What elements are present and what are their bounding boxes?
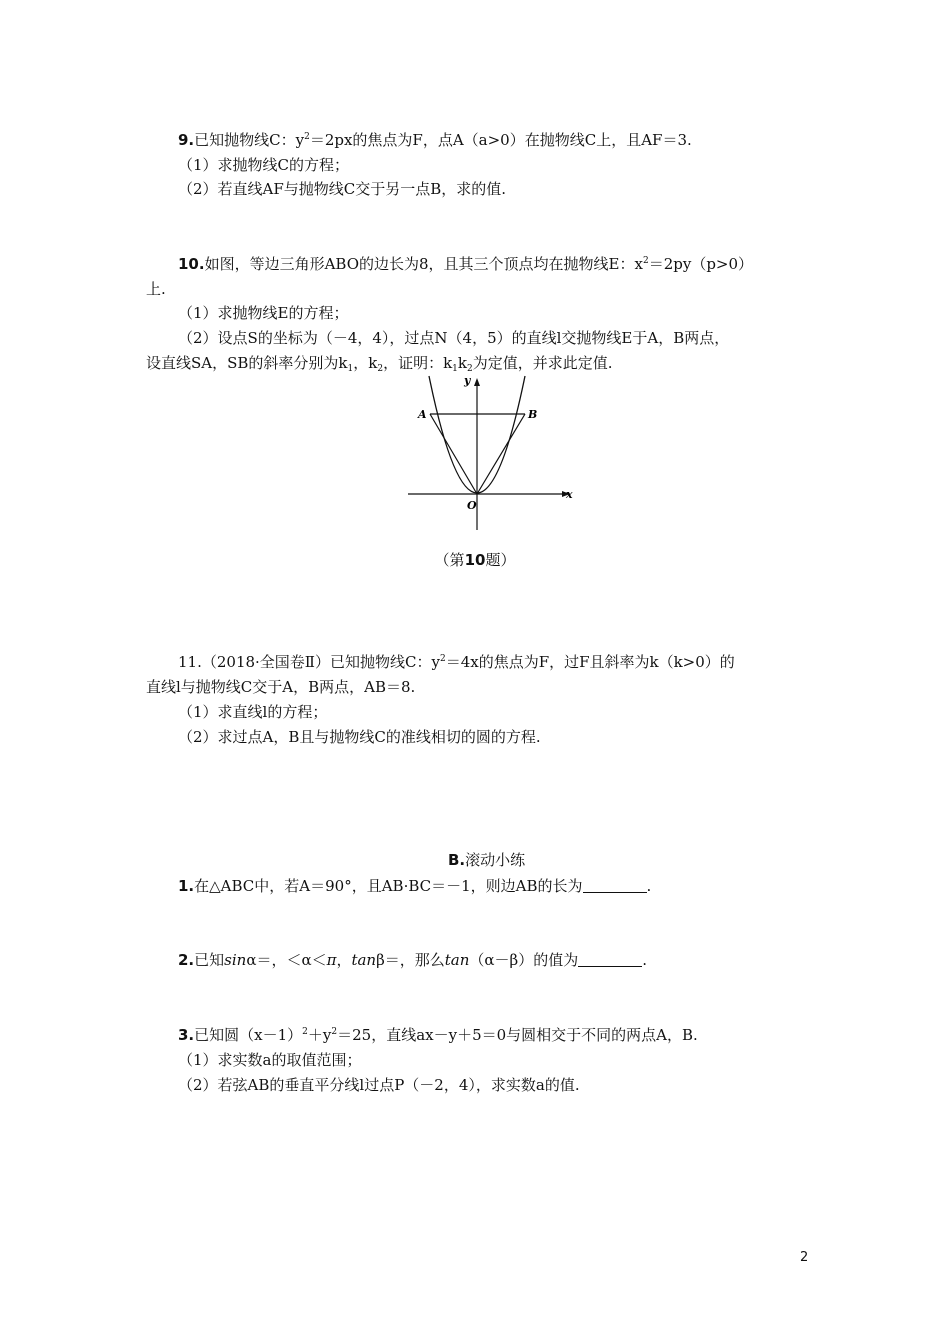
label-y: y: [464, 374, 471, 387]
q11-stem-cont: 直线l与抛物线C交于A，B两点，AB＝8.: [146, 678, 416, 696]
segment-ao: [430, 414, 477, 494]
q9-number: 9.: [178, 131, 195, 149]
q10-part2-line1: （2）设点S的坐标为（－4，4），过点N（4，5）的直线l交抛物线E于A，B两点，: [178, 329, 730, 347]
figure-caption: （第10题）: [434, 551, 516, 569]
review-q3-number: 3.: [178, 1026, 195, 1044]
label-x: x: [566, 488, 573, 501]
q10-stem: 10.如图，等边三角形ABO的边长为8，且其三个顶点均在抛物线E：$x^2=2py(p>0)$: [178, 255, 754, 273]
label-b: B: [528, 408, 538, 421]
q9-stem: 9.已知抛物线C：$y^2=2px$的焦点为F，点A（a>0）在抛物线C上，且AF＝3.: [178, 131, 692, 149]
q9-part2: （2）若直线AF与抛物线C交于另一点B，求的值.: [178, 180, 507, 198]
section-b-heading: B.滚动小练: [448, 851, 526, 869]
review-q1: 1.在△ABC中，若A＝90°，且AB·BC＝－1，则边AB的长为 .: [178, 877, 652, 895]
q9-part1: （1）求抛物线C的方程；: [178, 156, 350, 174]
answer-blank: [583, 878, 647, 893]
q11-stem: 11.（2018·全国卷Ⅱ）已知抛物线C：$y^2=4x$的焦点为F，过F且斜率为k（k>0）的: [178, 653, 735, 671]
review-q2: 2.已知sinα＝，＜α＜π，tanβ＝，那么tan（α－β）的值为 .: [178, 951, 648, 969]
review-q3-part1: （1）求实数a的取值范围；: [178, 1051, 362, 1069]
q10-stem-cont: 上.: [146, 280, 166, 298]
answer-blank: [578, 952, 642, 967]
page-number: 2: [800, 1250, 809, 1265]
q11-part1: （1）求直线l的方程；: [178, 703, 328, 721]
review-q3: 3.已知圆$(x-1)^2+y^2=25$，直线ax－y＋5＝0与圆相交于不同的两点A，B.: [178, 1026, 698, 1044]
review-q3-part2: （2）若弦AB的垂直平分线l过点P（－2，4），求实数a的值.: [178, 1076, 580, 1094]
q10-part1: （1）求抛物线E的方程；: [178, 304, 349, 322]
parabola-triangle-figure: [400, 370, 590, 535]
y-axis-arrow: [474, 378, 480, 386]
review-q2-number: 2.: [178, 951, 195, 969]
label-o: O: [467, 499, 477, 512]
q10-number: 10.: [178, 255, 205, 273]
label-a: A: [418, 408, 427, 421]
segment-bo: [477, 414, 525, 494]
q11-part2: （2）求过点A，B且与抛物线C的准线相切的圆的方程.: [178, 728, 541, 746]
review-q1-number: 1.: [178, 877, 195, 895]
q10-part2-line2: 设直线SA，SB的斜率分别为$k_1$，$k_2$，证明：$k_1k_2$为定值，并求此定值.: [146, 354, 613, 374]
